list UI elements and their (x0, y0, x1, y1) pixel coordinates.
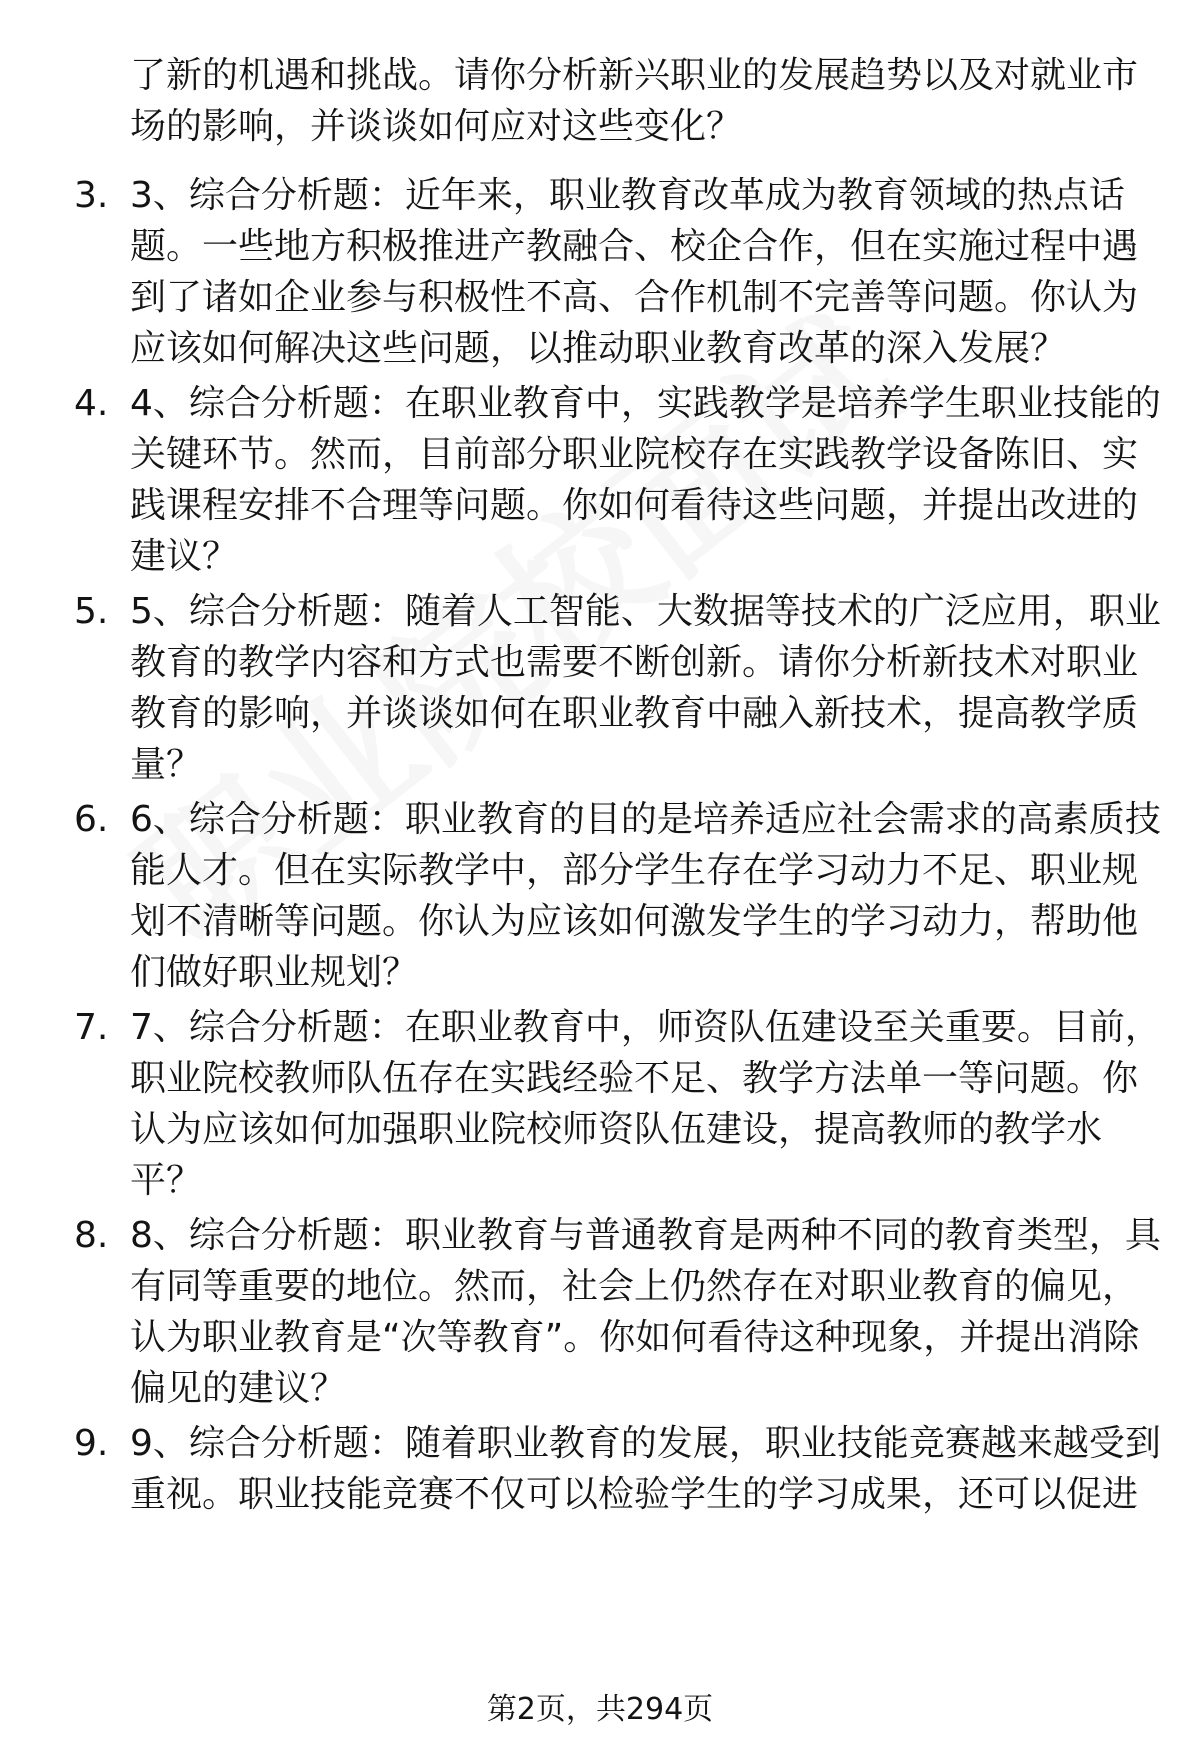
page-footer: 第2页，共294页 (486, 1692, 714, 1727)
question-text: 8、综合分析题：职业教育与普通教育是两种不同的教育类型，具有同等重要的地位。然而，社会上仍然存在对职业教育的偏见，认为职业教育是“次等教育”。你如何看待这种现象，并提出消除偏见的建议？ (130, 1215, 1161, 1409)
question-number: 4. (74, 383, 109, 424)
question-number: 7. (74, 1007, 109, 1048)
question-text: 5、综合分析题：随着人工智能、大数据等技术的广泛应用，职业教育的教学内容和方式也需要不断创新。请你分析新技术对职业教育的影响，并谈谈如何在职业教育中融入新技术，提高教学质量？ (130, 591, 1161, 785)
question-text: 7、综合分析题：在职业教育中，师资队伍建设至关重要。目前，职业院校教师队伍存在实践经验不足、教学方法单一等问题。你认为应该如何加强职业院校师资队伍建设，提高教师的教学水平？ (130, 1007, 1161, 1201)
question-number: 8. (74, 1215, 109, 1256)
question-number: 5. (74, 591, 109, 632)
question-text: 9、综合分析题：随着职业教育的发展，职业技能竞赛越来越受到重视。职业技能竞赛不仅可以检验学生的学习成果，还可以促进 (130, 1423, 1161, 1515)
continuation-paragraph: 了新的机遇和挑战。请你分析新兴职业的发展趋势以及对就业市场的影响，并谈谈如何应对这些变化？ (130, 55, 1139, 147)
question-number: 3. (74, 175, 109, 216)
question-text: 6、综合分析题：职业教育的目的是培养适应社会需求的高素质技能人才。但在实际教学中，部分学生存在学习动力不足、职业规划不清晰等问题。你认为应该如何激发学生的学习动力，帮助他们做好职业规划？ (130, 799, 1161, 993)
question-number: 6. (74, 799, 109, 840)
question-text: 4、综合分析题：在职业教育中，实践教学是培养学生职业技能的关键环节。然而，目前部分职业院校存在实践教学设备陈旧、实践课程安排不合理等问题。你如何看待这些问题，并提出改进的建议？ (130, 383, 1161, 577)
question-number: 9. (74, 1423, 109, 1464)
question-text: 3、综合分析题：近年来，职业教育改革成为教育领域的热点话题。一些地方积极推进产教融合、校企合作，但在实施过程中遇到了诸如企业参与积极性不高、合作机制不完善等问题。你认为应该如何解决这些问题，以推动职业教育改革的深入发展？ (130, 175, 1139, 369)
